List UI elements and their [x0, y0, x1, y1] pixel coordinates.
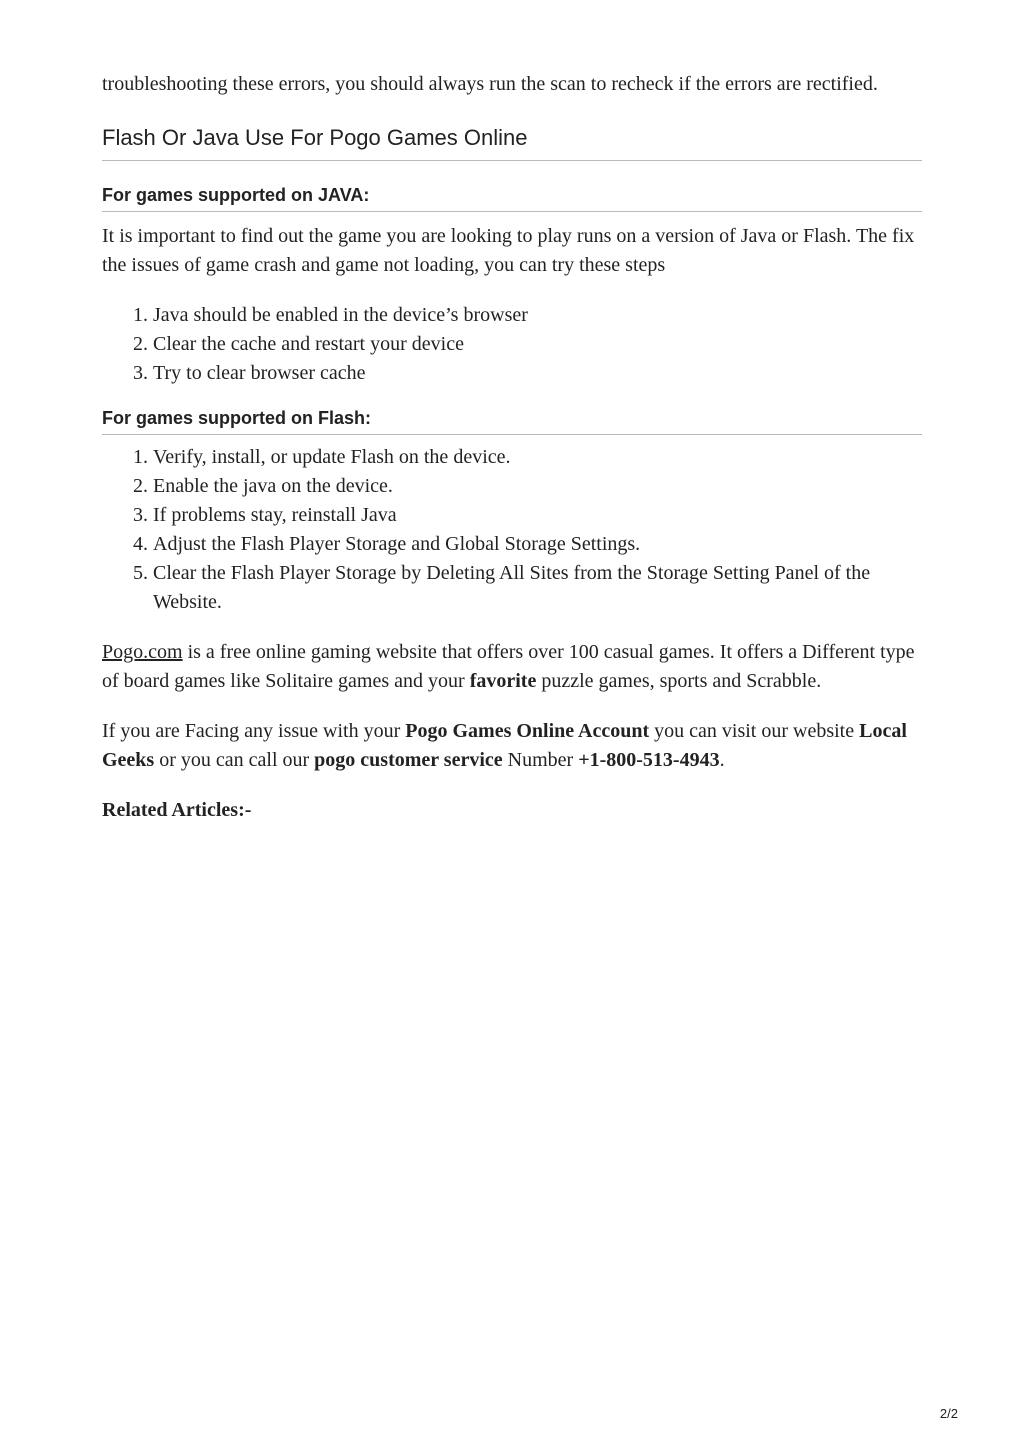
about-paragraph	[102, 638, 922, 696]
list-item: 2. Enable the java on the device.	[153, 472, 922, 501]
java-section-paragraph: It is important to find out the game you are looking to play runs on a version of Java or Flash. The fix the issues of game crash and game not loading, you can try these steps	[102, 225, 915, 276]
local-geeks-bold: Local Geeks	[102, 720, 907, 771]
related-articles-heading: Related Articles:-	[102, 799, 252, 821]
flash-steps-list	[102, 443, 922, 617]
list-item: 1. Verify, install, or update Flash on the device.	[153, 443, 922, 472]
section-title: Flash Or Java Use For Pogo Games Online	[102, 124, 922, 161]
list-item: 3. If problems stay, reinstall Java	[153, 501, 922, 530]
page-number: 2/2	[939, 1406, 958, 1421]
list-item: 5. Clear the Flash Player Storage by Deleting All Sites from the Storage Setting Panel of the Website.	[153, 559, 922, 617]
contact-text: you can visit our website	[649, 720, 860, 742]
contact-text: or you can call our	[154, 749, 315, 771]
customer-service-bold: pogo customer service	[314, 749, 503, 771]
document-page	[102, 70, 922, 825]
list-item: 4. Adjust the Flash Player Storage and Global Storage Settings.	[153, 530, 922, 559]
intro-paragraph: troubleshooting these errors, you should always run the scan to recheck if the errors are rectified.	[102, 73, 878, 95]
about-text-end: puzzle games, sports and Scrabble.	[536, 670, 822, 692]
list-item: 3. Try to clear browser cache	[153, 359, 922, 388]
contact-text-end: .	[719, 749, 725, 771]
java-steps-list	[102, 301, 922, 388]
list-item: 1. Java should be enabled in the device’s browser	[153, 301, 922, 330]
account-bold: Pogo Games Online Account	[405, 720, 650, 742]
list-item: 2. Clear the cache and restart your device	[153, 330, 922, 359]
flash-section-heading: For games supported on Flash:	[102, 406, 922, 435]
contact-text: If you are Facing any issue with your	[102, 720, 406, 742]
contact-paragraph	[102, 717, 922, 775]
java-section-heading: For games supported on JAVA:	[102, 183, 922, 212]
contact-text: Number	[502, 749, 579, 771]
about-text: is a free online gaming website that offers over 100 casual games. It offers a Different type of board games like Solitaire games and your	[102, 641, 915, 692]
phone-number: +1-800-513-4943	[578, 749, 720, 771]
pogo-link[interactable]: Pogo.com	[102, 641, 183, 663]
favorite-bold: favorite	[469, 670, 537, 692]
